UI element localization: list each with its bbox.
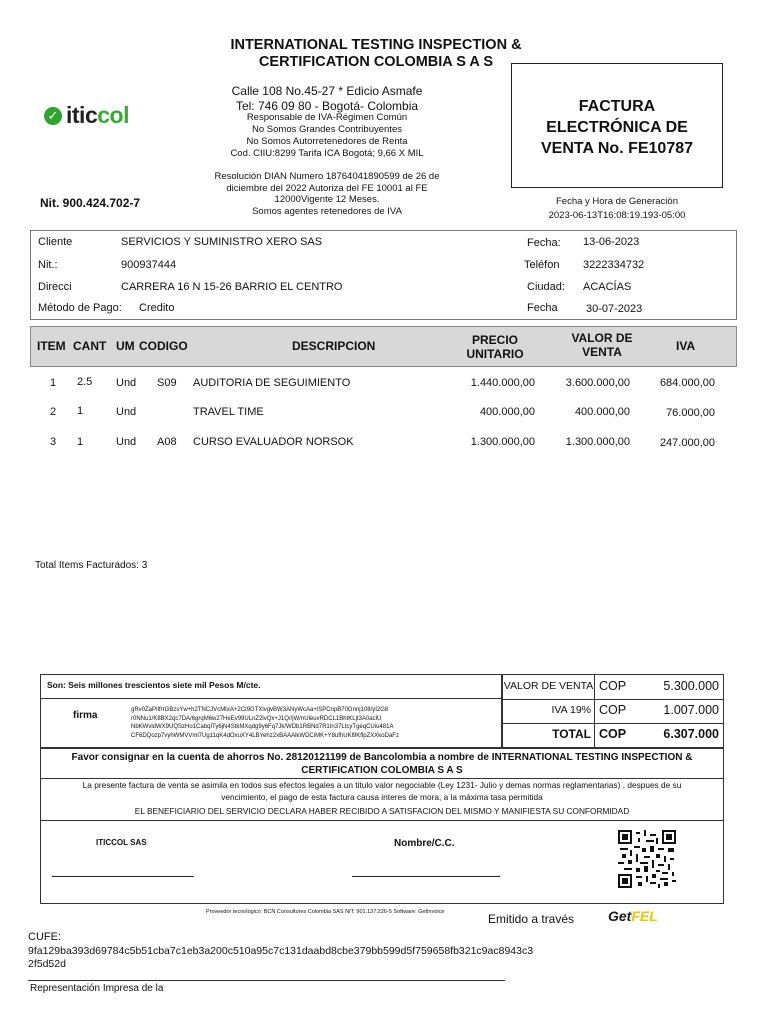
tax-line: Cod. CIIU:8299 Tarifa ICA Bogotá; 9,66 X MIL xyxy=(230,148,424,159)
invoice-number: VENTA No. FE10787 xyxy=(540,140,694,157)
row-item: 1 xyxy=(50,377,57,389)
col-valor xyxy=(560,331,644,359)
dian-resolution xyxy=(185,171,469,217)
qr-code-icon xyxy=(618,830,676,888)
row-cant: 1 xyxy=(77,405,84,417)
legal-line: vencimiento, el pago de esta factura causa interes de mora, a la máxima tasa permitida xyxy=(221,791,543,802)
issuer-signature-label: ITICCOL SAS xyxy=(96,838,147,847)
generation-date-label: Fecha y Hora de Generación xyxy=(556,196,678,207)
cufe-label: CUFE: xyxy=(28,931,61,943)
resolution-line: Somos agentes retenedores de IVA xyxy=(252,205,402,217)
client-nit-label: Nit.: xyxy=(38,259,58,271)
hash-line: NbKWvldWX9UQSzHo1CabqITy6jN4StkMXqdg9y6Fq7Jk/WDb1RBNd7R1In37LtcyTgeqCUiu481A xyxy=(131,724,394,731)
row-um: Und xyxy=(116,406,137,418)
col-codigo: CODIGO xyxy=(139,339,188,353)
subtotal-label: VALOR DE VENTA xyxy=(503,675,595,699)
client-nit: 900937444 xyxy=(121,259,177,271)
row-iva: 247.000,00 xyxy=(659,437,715,449)
iva-row xyxy=(503,699,723,724)
row-descripcion: AUDITORIA DE SEGUIMIENTO xyxy=(193,377,351,389)
getfel-logo-a: Get xyxy=(608,908,632,924)
bank-notice-line: Favor consignar en la cuenta de ahorros No. 28120121199 de Bancolombia a nombre de INTERNATIONAL TESTING INSPECTION & xyxy=(71,752,693,763)
iva-value: 1.007.000 xyxy=(663,703,719,717)
row-precio: 1.300.000,00 xyxy=(470,436,535,448)
col-valor-line: VENTA xyxy=(582,345,622,359)
row-item: 3 xyxy=(50,436,57,448)
tax-line: No Somos Grandes Contribuyentes xyxy=(252,124,402,135)
cufe-value-cont: 2f5d52d xyxy=(28,958,66,970)
firma-label: firma xyxy=(73,710,98,721)
tax-line: No Somos Autorretenedores de Renta xyxy=(246,136,408,147)
row-cant: 2.5 xyxy=(77,376,93,388)
total-items: Total Items Facturados: 3 xyxy=(35,560,148,571)
row-descripcion: CURSO EVALUADOR NORSOK xyxy=(193,436,354,448)
bank-account-notice xyxy=(42,752,722,777)
total-value: 6.307.000 xyxy=(663,727,719,741)
footer-divider xyxy=(28,980,505,981)
legal-line: La presente factura de venta se asimila en todos sus efectos legales a un titulo valor negociable (Ley 1231- Julio y demas normas reglamentarias) , despues de su xyxy=(82,780,682,790)
row-cant: 1 xyxy=(77,436,84,448)
printed-representation: Representación Impresa de la xyxy=(30,983,164,994)
getfel-logo xyxy=(608,908,658,924)
row-codigo: S09 xyxy=(157,377,177,389)
resolution-line: Resolución DIAN Numero 18764041890599 de 26 de xyxy=(214,171,440,182)
company-address: Calle 108 No.45-27 * Edicio Asmafe xyxy=(231,84,423,98)
issued-through-label: Emitido a través xyxy=(488,912,575,926)
totals-box xyxy=(502,674,724,748)
tech-provider: Proveedor tecnológico: BCN Consultores Colombia SAS NIT: 901.137.226-5 Software: GetInvoice xyxy=(206,909,445,915)
invoice-title xyxy=(511,96,723,159)
row-iva: 684.000,00 xyxy=(659,377,715,389)
row-item: 2 xyxy=(50,406,57,418)
client-address: CARRERA 16 N 15-26 BARRIO EL CENTRO xyxy=(121,281,343,293)
hash-line: gRv0ZaPIlfrrGBzsYw+h2TNCJVcMtxA+2CI9GTXlvgvBW3ANyWcAa+lSPCnpB70Gnnj108/yI2G8 xyxy=(131,707,389,713)
invoice-date-label: Fecha: xyxy=(527,237,561,249)
resolution-line: diciembre del 2022 Autoriza del FE 10001 al FE xyxy=(226,182,428,194)
receiver-signature-label: Nombre/C.C. xyxy=(394,838,455,849)
getfel-logo-b: FEL xyxy=(631,908,658,924)
iticcol-logo xyxy=(44,104,164,132)
row-valor: 3.600.000,00 xyxy=(565,377,630,389)
col-um: UM xyxy=(116,339,135,353)
city-label: Ciudad: xyxy=(527,281,565,293)
issuer-signature-line xyxy=(52,876,194,877)
company-name-line1: INTERNATIONAL TESTING INSPECTION & xyxy=(230,37,522,53)
row-um: Und xyxy=(116,377,137,389)
receiver-signature-line xyxy=(352,876,500,877)
bank-notice-line: CERTIFICATION COLOMBIA S A S xyxy=(301,764,463,776)
amount-in-words-box xyxy=(40,674,502,699)
cufe-value: 9fa129ba393d69784c5b51cba7c1eb3a200c510a95c7c131daabd8cbe379bb599d5f759658fb321c9ac8943c3 xyxy=(28,945,534,957)
company-phone: Tel: 746 09 80 - Bogotá- Colombia xyxy=(235,99,419,113)
company-name-line2: CERTIFICATION COLOMBIA S A S xyxy=(258,54,494,70)
subtotal-row xyxy=(503,675,723,700)
due-date-label: Fecha xyxy=(527,302,558,314)
iva-label: IVA 19% xyxy=(503,699,595,723)
total-currency: COP xyxy=(599,727,627,741)
col-iva: IVA xyxy=(676,339,696,353)
iva-currency: COP xyxy=(599,703,627,717)
row-descripcion: TRAVEL TIME xyxy=(193,406,264,418)
row-precio: 400.000,00 xyxy=(479,406,535,418)
col-item: ITEM xyxy=(37,339,66,353)
total-row xyxy=(503,723,723,747)
tax-line: Responsable de IVA-Régimen Común xyxy=(246,112,408,123)
subtotal-currency: COP xyxy=(599,679,627,693)
amount-in-words: Son: Seis millones trescientos siete mil Pesos M/cte. xyxy=(47,680,261,690)
invoice-date: 13-06-2023 xyxy=(583,236,640,248)
client-name: SERVICIOS Y SUMINISTRO XERO SAS xyxy=(121,236,323,248)
row-iva: 76.000,00 xyxy=(666,407,715,419)
signature-hash-box xyxy=(40,699,502,748)
col-precio-line: UNITARIO xyxy=(466,347,524,361)
client-phone: 3222334732 xyxy=(583,259,645,271)
phone-label: Teléfon xyxy=(524,259,560,271)
invoice-title-line: FACTURA xyxy=(578,98,656,115)
due-date: 30-07-2023 xyxy=(586,303,643,315)
signature-hash xyxy=(131,706,497,740)
company-nit: Nit. 900.424.702-7 xyxy=(40,196,141,210)
legal-notice xyxy=(42,780,722,803)
total-label: TOTAL xyxy=(503,723,595,747)
resolution-line: 12000Vigente 12 Meses. xyxy=(274,194,380,205)
col-descripcion: DESCRIPCION xyxy=(292,339,376,353)
client-address-label: Direcci xyxy=(38,281,72,293)
col-cant: CANT xyxy=(73,339,107,353)
subtotal-value: 5.300.000 xyxy=(663,679,719,693)
row-valor: 400.000,00 xyxy=(574,406,630,418)
row-um: Und xyxy=(116,436,137,448)
logo-wordmark: iticcol xyxy=(66,102,129,128)
divider xyxy=(40,778,724,779)
row-valor: 1.300.000,00 xyxy=(565,436,630,448)
beneficiary-declaration: EL BENEFICIARIO DEL SERVICIO DECLARA HABER RECIBIDO A SATISFACION DEL MISMO Y MANIFIESTA SU CONFORMIDAD xyxy=(134,806,630,816)
col-precio-line: PRECIO xyxy=(471,333,518,347)
generation-date-value: 2023-06-13T16:08:19.193-05:00 xyxy=(548,210,686,221)
payment-method-label: Método de Pago: xyxy=(38,302,122,314)
client-city: ACACÍAS xyxy=(583,281,632,293)
invoice-title-line: ELECTRÓNICA DE xyxy=(546,119,688,136)
col-precio xyxy=(455,333,535,361)
client-label: Cliente xyxy=(38,236,73,248)
hash-line: r0NNu1/K8BX2qc7DA/6grqM6w27HeEv99ULnZ2lvQx+J1Q//jW/nUleuvRDCL1BhtKLjt3A0aclU xyxy=(131,715,382,722)
col-valor-line: VALOR DE xyxy=(571,331,633,345)
check-icon: ✓ xyxy=(44,107,62,125)
row-codigo: A08 xyxy=(157,436,177,448)
hash-line: CF6DQozp7vyhWMVVml7Ug11qK4dOxuXY4LBYehz2xBAAAlkWDCiMK+Y8ufhUKl9KflpZXXkoDaFz xyxy=(131,732,399,739)
payment-method: Credito xyxy=(139,302,175,314)
row-precio: 1.440.000,00 xyxy=(470,377,535,389)
